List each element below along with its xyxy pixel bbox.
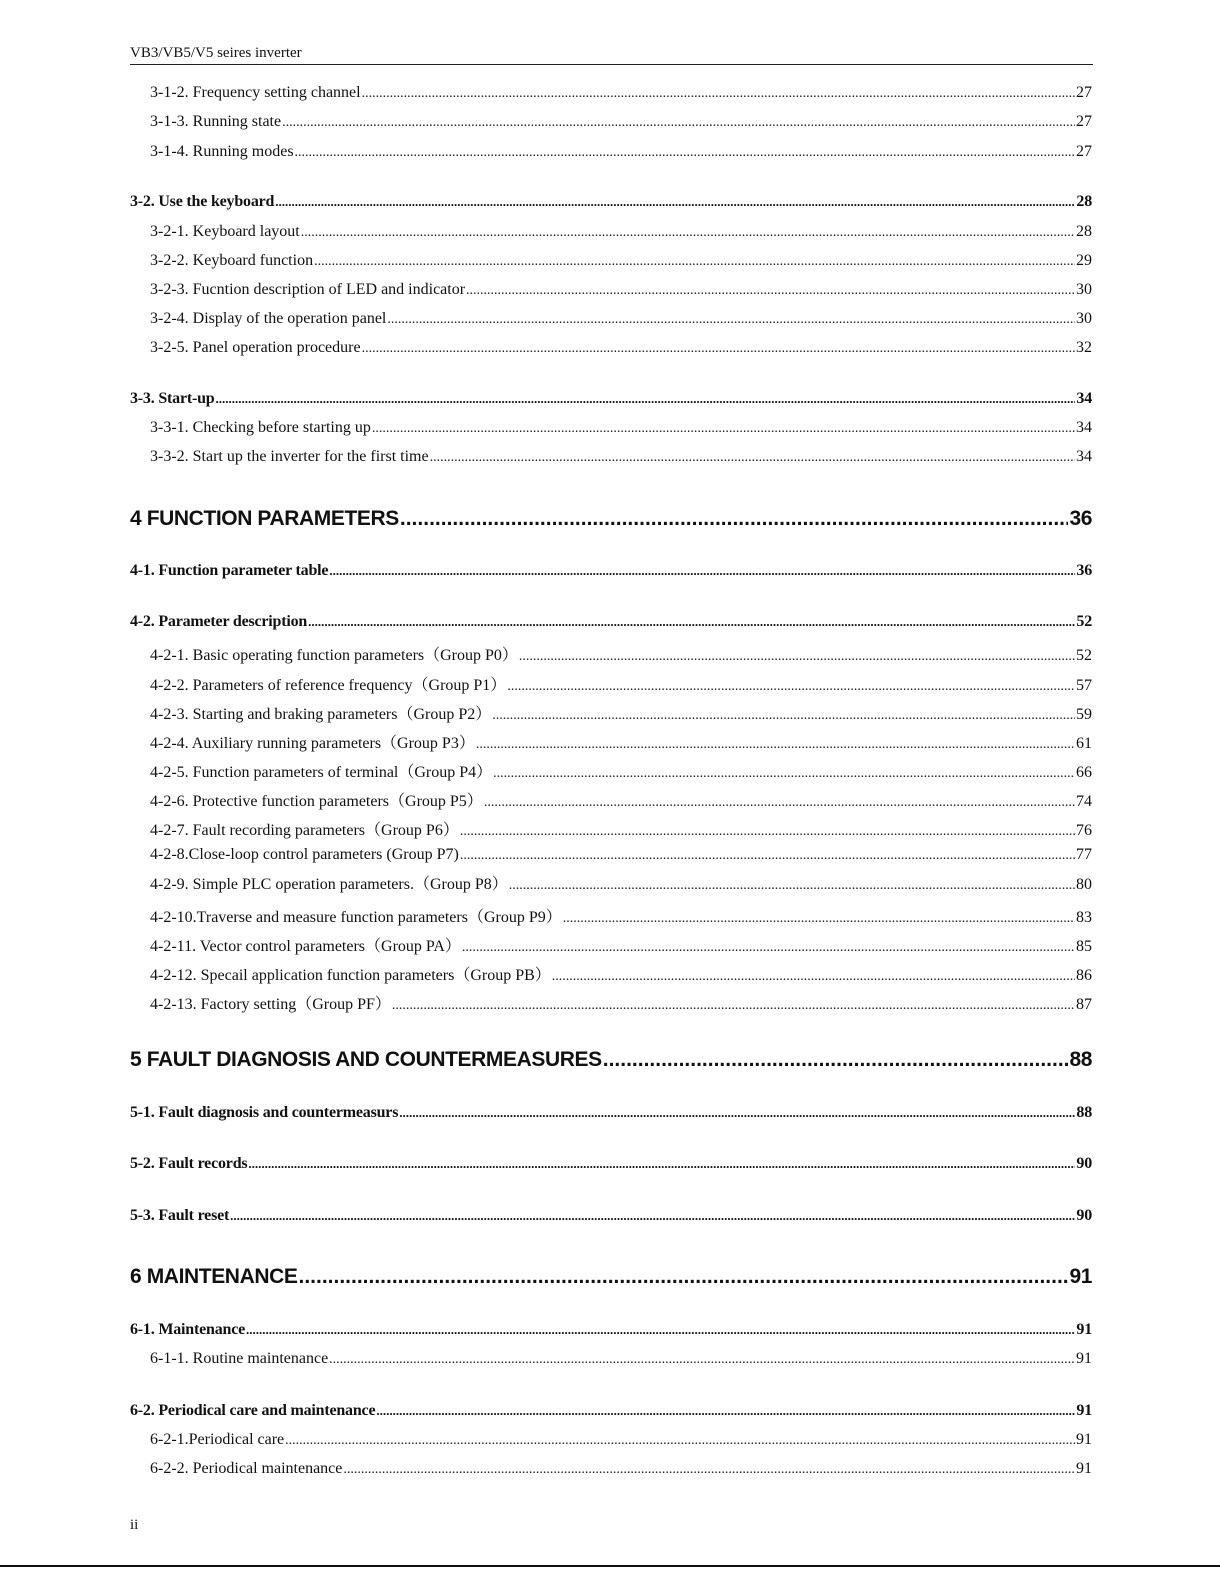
toc-entry-title: 6-2. Periodical care and maintenance: [130, 1402, 376, 1419]
toc-entry-page-number: 91: [1076, 1431, 1092, 1448]
toc-entry-title: 3-1-4. Running modes: [150, 143, 294, 160]
toc-entry-level-3[interactable]: [130, 339, 1092, 357]
toc-entry-page-number: 77: [1076, 846, 1092, 863]
toc-entry-page-number: 34: [1076, 448, 1092, 465]
toc-entry-page-number: 29: [1076, 252, 1092, 269]
toc-entry-title: 3-2. Use the keyboard: [130, 193, 275, 210]
toc-entry-page-number: 88: [1069, 1048, 1092, 1071]
dot-leader: [430, 448, 1075, 466]
toc-entry-title: 6-2-2. Periodical maintenance: [150, 1460, 343, 1477]
toc-entry-page-number: 88: [1076, 1104, 1092, 1121]
toc-entry-page-number: 91: [1076, 1460, 1092, 1477]
toc-entry-page-number: 34: [1076, 390, 1092, 407]
dot-leader: [246, 1321, 1075, 1339]
dot-leader: [230, 1207, 1075, 1225]
toc-entry-title: 3-3-2. Start up the inverter for the first time: [150, 448, 429, 465]
toc-entry-page-number: 76: [1076, 822, 1092, 839]
toc-entry-title: 4-2-7. Fault recording parameters（Group P6）: [150, 822, 459, 839]
toc-entry-page-number: 80: [1076, 876, 1092, 893]
toc-entry-page-number: 27: [1076, 113, 1092, 130]
toc-entry-level-3[interactable]: [130, 310, 1092, 328]
dot-leader: [216, 390, 1076, 408]
toc-entry-level-2[interactable]: [130, 1155, 1092, 1173]
dot-leader: [248, 1155, 1075, 1173]
toc-entry-title: 4-2-6. Protective function parameters（Group P5）: [150, 793, 483, 810]
toc-entry-page-number: 74: [1076, 793, 1092, 810]
toc-entry-title: 4-2-1. Basic operating function parameters（Group P0）: [150, 647, 518, 664]
toc-entry-title: 6-1-1. Routine maintenance: [150, 1350, 329, 1367]
dot-leader: [509, 876, 1075, 894]
page-bottom-border: [0, 1565, 1220, 1567]
toc-entry-level-3[interactable]: [130, 904, 1092, 927]
dot-leader: [329, 1350, 1075, 1368]
dot-leader: [343, 1460, 1075, 1478]
toc-entry-level-1[interactable]: [130, 507, 1092, 531]
dot-leader: [399, 1104, 1075, 1122]
toc-entry-level-3[interactable]: [130, 846, 1092, 864]
toc-entry-title: 3-1-3. Running state: [150, 113, 282, 130]
toc-entry-level-2[interactable]: [130, 1402, 1092, 1420]
toc-entry-title: 4-2-12. Specail application function parameters（Group PB）: [150, 967, 551, 984]
dot-leader: [392, 996, 1075, 1014]
toc-entry-page-number: 57: [1076, 677, 1092, 694]
toc-entry-level-2[interactable]: [130, 1104, 1092, 1122]
toc-entry-title: 4-2-2. Parameters of reference frequency（Group P1）: [150, 677, 507, 694]
dot-leader: [314, 252, 1075, 270]
toc-entry-level-1[interactable]: [130, 1048, 1092, 1072]
toc-entry-page-number: 28: [1076, 193, 1092, 210]
dot-leader: [476, 735, 1075, 753]
toc-entry-level-3[interactable]: [130, 223, 1092, 241]
toc-entry-page-number: 36: [1076, 562, 1092, 579]
dot-leader: [295, 143, 1075, 161]
toc-entry-level-3[interactable]: [130, 672, 1092, 695]
toc-entry-title: 5-2. Fault records: [130, 1155, 248, 1172]
toc-entry-page-number: 52: [1076, 647, 1092, 664]
toc-entry-title: 4-2-9. Simple PLC operation parameters.（Group P8）: [150, 876, 508, 893]
page-number: ii: [130, 1517, 139, 1533]
dot-leader: [282, 113, 1075, 131]
dot-leader: [462, 938, 1075, 956]
toc-entry-page-number: 27: [1076, 143, 1092, 160]
dot-leader: [460, 846, 1075, 864]
toc-entry-level-3[interactable]: [130, 871, 1092, 894]
dot-leader: [275, 193, 1075, 211]
running-header: [130, 44, 1093, 65]
toc-entry-title: 3-3-1. Checking before starting up: [150, 419, 371, 436]
toc-entry-level-3[interactable]: [130, 730, 1092, 753]
toc-entry-title: 3-1-2. Frequency setting channel: [150, 84, 361, 101]
toc-entry-title: 4-2-5. Function parameters of terminal（Group P4）: [150, 764, 493, 781]
toc-entry-level-3[interactable]: [130, 1350, 1092, 1368]
toc-entry-title: 4 FUNCTION PARAMETERS: [130, 507, 399, 530]
toc-entry-level-3[interactable]: [130, 817, 1092, 840]
toc-entry-level-3[interactable]: [130, 788, 1092, 811]
toc-entry-title: 5 FAULT DIAGNOSIS AND COUNTERMEASURES: [130, 1048, 602, 1071]
toc-entry-title: 3-3. Start-up: [130, 390, 215, 407]
toc-entry-title: 6-2-1.Periodical care: [150, 1431, 285, 1448]
toc-entry-level-3[interactable]: [130, 252, 1092, 270]
toc-entry-page-number: 34: [1076, 419, 1092, 436]
toc-entry-level-3[interactable]: [130, 642, 1092, 665]
toc-entry-page-number: 66: [1076, 764, 1092, 781]
dot-leader: [308, 613, 1075, 631]
toc-entry-title: 3-2-3. Fucntion description of LED and indicator: [150, 281, 466, 298]
toc-entry-page-number: 36: [1069, 507, 1092, 530]
toc-entry-title: 4-2-13. Factory setting（Group PF）: [150, 996, 391, 1013]
dot-leader: [400, 507, 1069, 531]
toc-entry-level-3[interactable]: [130, 759, 1092, 782]
toc-entry-page-number: 52: [1076, 613, 1092, 630]
toc-entry-page-number: 90: [1076, 1155, 1092, 1172]
toc-entry-level-3[interactable]: [130, 991, 1092, 1014]
toc-entry-title: 4-2-3. Starting and braking parameters（Group P2）: [150, 706, 492, 723]
dot-leader: [362, 84, 1075, 102]
toc-entry-title: 4-2-8.Close-loop control parameters (Group P7): [150, 846, 459, 863]
toc-entry-level-3[interactable]: [130, 701, 1092, 724]
toc-entry-level-2[interactable]: [130, 613, 1092, 631]
toc-entry-level-3[interactable]: [130, 84, 1092, 102]
toc-entry-title: 4-2-11. Vector control parameters（Group PA）: [150, 938, 461, 955]
toc-entry-page-number: 91: [1076, 1350, 1092, 1367]
dot-leader: [519, 647, 1075, 665]
dot-leader: [376, 1402, 1075, 1420]
toc-entry-title: 5-1. Fault diagnosis and countermeasurs: [130, 1104, 399, 1121]
toc-entry-page-number: 59: [1076, 706, 1092, 723]
toc-entry-level-3[interactable]: [130, 419, 1092, 437]
toc-entry-level-2[interactable]: [130, 1207, 1092, 1225]
toc-entry-title: 5-3. Fault reset: [130, 1207, 230, 1224]
toc-entry-title: 3-2-5. Panel operation procedure: [150, 339, 361, 356]
toc-entry-page-number: 30: [1076, 281, 1092, 298]
dot-leader: [563, 909, 1075, 927]
toc-entry-level-2[interactable]: [130, 390, 1092, 408]
toc-entry-title: 6 MAINTENANCE: [130, 1265, 298, 1288]
dot-leader: [492, 706, 1075, 724]
toc-entry-page-number: 91: [1076, 1321, 1092, 1338]
toc-entry-title: 4-1. Function parameter table: [130, 562, 329, 579]
dot-leader: [329, 562, 1075, 580]
dot-leader: [507, 677, 1075, 695]
toc-entry-level-3[interactable]: [130, 143, 1092, 161]
toc-entry-page-number: 90: [1076, 1207, 1092, 1224]
dot-leader: [493, 764, 1075, 782]
toc-entry-title: 4-2-10.Traverse and measure function parameters（Group P9）: [150, 909, 562, 926]
toc-entry-page-number: 91: [1076, 1402, 1092, 1419]
document-title: VB3/VB5/V5 seires inverter: [130, 45, 302, 61]
dot-leader: [301, 223, 1075, 241]
toc-entry-page-number: 30: [1076, 310, 1092, 327]
toc-entry-level-3[interactable]: [130, 281, 1092, 299]
toc-entry-title: 4-2-4. Auxiliary running parameters（Group P3）: [150, 735, 475, 752]
toc-entry-title: 6-1. Maintenance: [130, 1321, 246, 1338]
toc-entry-page-number: 85: [1076, 938, 1092, 955]
dot-leader: [285, 1431, 1075, 1449]
toc-entry-level-3[interactable]: [130, 448, 1092, 466]
toc-entry-page-number: 91: [1069, 1265, 1092, 1288]
toc-entry-level-2[interactable]: [130, 193, 1092, 211]
toc-entry-title: 3-2-1. Keyboard layout: [150, 223, 300, 240]
toc-entry-title: 3-2-2. Keyboard function: [150, 252, 314, 269]
toc-entry-page-number: 27: [1076, 84, 1092, 101]
toc-entry-page-number: 87: [1076, 996, 1092, 1013]
toc-entry-title: 3-2-4. Display of the operation panel: [150, 310, 387, 327]
toc-entry-title: 4-2. Parameter description: [130, 613, 308, 630]
dot-leader: [466, 281, 1075, 299]
dot-leader: [372, 419, 1075, 437]
toc-entry-level-1[interactable]: [130, 1265, 1092, 1289]
toc-entry-level-3[interactable]: [130, 962, 1092, 985]
dot-leader: [603, 1048, 1069, 1072]
dot-leader: [387, 310, 1075, 328]
toc-entry-level-3[interactable]: [130, 933, 1092, 956]
toc-entry-page-number: 28: [1076, 223, 1092, 240]
toc-entry-page-number: 83: [1076, 909, 1092, 926]
toc-entry-page-number: 86: [1076, 967, 1092, 984]
dot-leader: [298, 1265, 1068, 1289]
dot-leader: [362, 339, 1075, 357]
toc-entry-level-2[interactable]: [130, 1321, 1092, 1339]
toc-entry-page-number: 32: [1076, 339, 1092, 356]
toc-entry-level-3[interactable]: [130, 1431, 1092, 1449]
toc-entry-level-2[interactable]: [130, 562, 1092, 580]
dot-leader: [460, 822, 1075, 840]
toc-entry-level-3[interactable]: [130, 113, 1092, 131]
toc-entry-level-3[interactable]: [130, 1460, 1092, 1478]
dot-leader: [552, 967, 1075, 985]
dot-leader: [484, 793, 1075, 811]
toc-entry-page-number: 61: [1076, 735, 1092, 752]
